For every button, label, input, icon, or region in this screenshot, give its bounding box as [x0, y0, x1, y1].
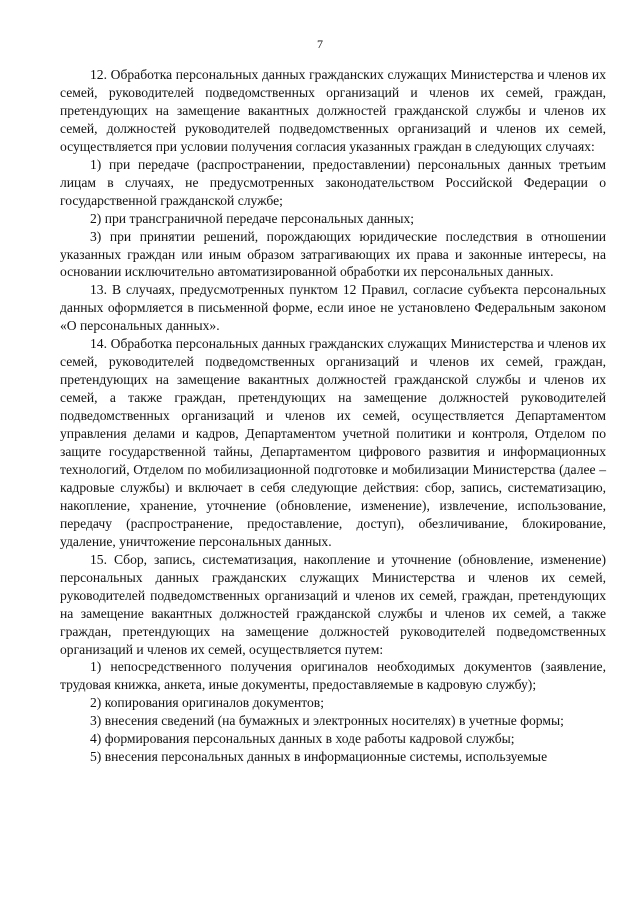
paragraph-15-item-3: 3) внесения сведений (на бумажных и электронных носителях) в учетные формы; [90, 713, 564, 729]
paragraph-15-item-1: 1) непосредственного получения оригиналов необходимых документов (заявление, трудовая книжка, анкета, иные документы, предоставляемые в кадровую службу); [60, 659, 606, 693]
paragraph-12-item-1: 1) при передаче (распространении, предоставлении) персональных данных третьим лицам в случаях, не предусмотренных законодательством Российской Федерации о государственной гражданской службе; [60, 156, 606, 208]
paragraph-12-item-3: 3) при принятии решений, порождающих юридические последствия в отношении указанных граждан или иным образом затрагивающих их права и законные интересы, на основании исключительно автоматизированной обработки их персональных данных. [60, 228, 606, 280]
document-body [60, 66, 606, 766]
paragraph-15-item-4: 4) формирования персональных данных в ходе работы кадровой службы; [90, 731, 515, 747]
paragraph-14: 14. Обработка персональных данных гражданских служащих Министерства и членов их семей, руководителей подведомственных организаций и членов их семей, граждан, претендующих на замещение вакантных должностей гражданской службы и членов их семей, а также граждан, претендующих на замещение должностей руководителей подведомственных организаций и членов их семей, осуществляется Департаментом управления делами и кадров, Департаментом учетной политики и контроля, Отделом по защите государственной тайны, Департаментом цифрового развития и информационных технологий, Отделом по мобилизационной подготовке и мобилизации Министерства (далее – кадровые службы) и включает в себя следующие действия: сбор, запись, систематизацию, накопление, хранение, уточнение (обновление, изменение), извлечение, использование, передачу (распространение, предоставление, доступ), обезличивание, блокирование, удаление, уничтожение персональных данных. [60, 336, 606, 549]
paragraph-12: 12. Обработка персональных данных гражданских служащих Министерства и членов их семей, руководителей подведомственных организаций и членов их семей, граждан, претендующих на замещение вакантных должностей гражданской службы и членов их семей, должностей руководителей подведомственных организаций и членов их семей, осуществляется при условии получения согласия указанных граждан в следующих случаях: [60, 67, 606, 154]
page-number: 7 [317, 37, 323, 51]
paragraph-13: 13. В случаях, предусмотренных пунктом 12 Правил, согласие субъекта персональных данных оформляется в письменной форме, если иное не установлено Федеральным законом «О персональных данных». [60, 282, 606, 334]
paragraph-15-item-2: 2) копирования оригиналов документов; [90, 695, 325, 711]
paragraph-15: 15. Сбор, запись, систематизация, накопление и уточнение (обновление, изменение) персональных данных гражданских служащих Министерства и членов их семей, руководителей подведомственных организаций и членов их семей, граждан, претендующих на замещение вакантных должностей гражданской службы и членов их семей, а также граждан, претендующих на замещение должностей руководителей подведомственных организаций и членов их семей, осуществляется путем: [60, 551, 606, 657]
paragraph-15-item-5: 5) внесения персональных данных в информационные системы, используемые [90, 749, 548, 765]
paragraph-12-item-2: 2) при трансграничной передаче персональных данных; [90, 210, 415, 226]
